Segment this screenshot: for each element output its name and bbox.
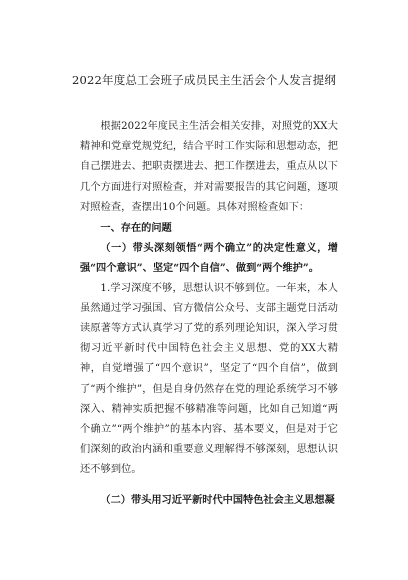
point-1-paragraph: 1.学习深度不够，思想认识不够到位。一年来，本人虽然通过学习强国、官方微信公众号、支部主题党日活动读原著等方式认真学习了党的系列理论知识，深入学习贯彻习近平新时代中国特色社会主义思想、党的XX大精神，自觉增强了“四个意识”，坚定了“四个自信”，做到了“两个维护”，但是自身仍然存在党的理论系统学习不够深入、精神实质把握不够精准等问题，比如自己知道“两个确立”“两个维护”的基本内容、基本要义，但是对于它们深刻的政治内涵和重要意义理解得不够深刻，思想认识还不够到位。 bbox=[80, 282, 338, 476]
document-body bbox=[80, 117, 338, 510]
document-title: 2022年度总工会班子成员民主生活会个人发言提纲 bbox=[71, 73, 337, 87]
intro-paragraph: 根据2022年度民主生活会相关安排，对照党的XX大精神和党章党规党纪，结合平时工作实际和思想动态，把自己摆进去、把职责摆进去、把工作摆进去，重点从以下几个方面进行对照检查，并对需要报告的其它问题，逐项对照检查，查摆出10个问题。具体对照检查如下： bbox=[80, 121, 338, 213]
subsection-heading-1: （一）带头深刻领悟“两个确立”的决定性意义，增强“四个意识”、坚定“四个自信”、做到“两个维护”。 bbox=[80, 242, 338, 275]
paragraph-gap bbox=[80, 481, 338, 490]
subsection-heading-2: （二）带头用习近平新时代中国特色社会主义思想凝 bbox=[100, 493, 335, 506]
section-heading-problems: 一、存在的问题 bbox=[100, 222, 172, 235]
